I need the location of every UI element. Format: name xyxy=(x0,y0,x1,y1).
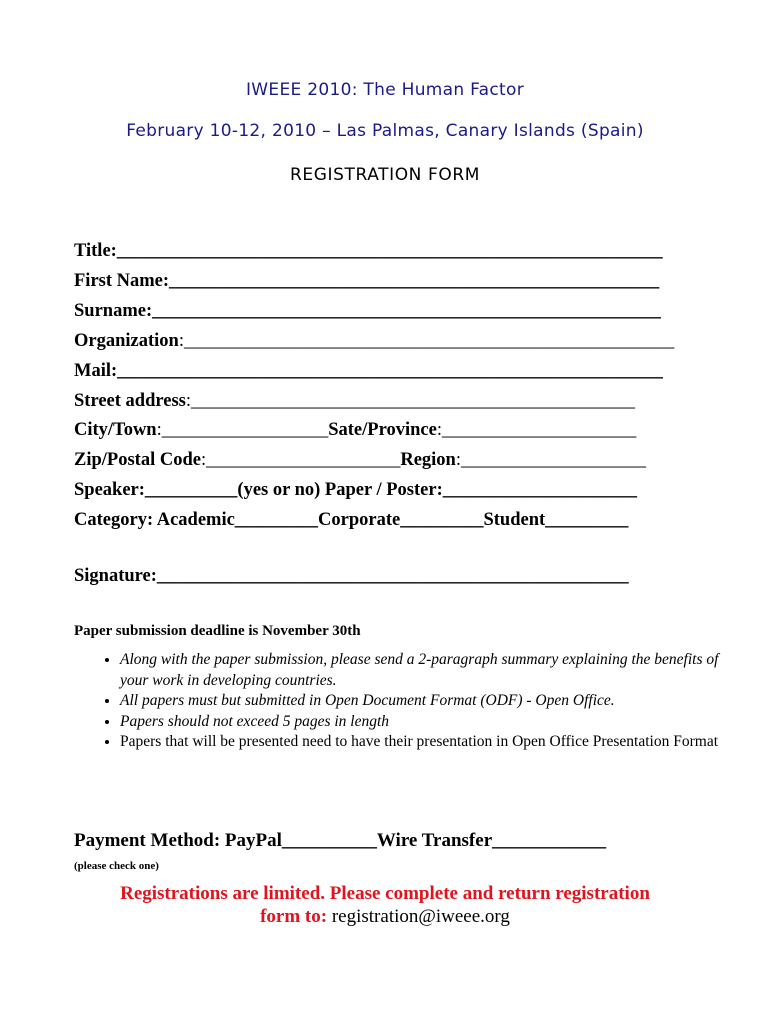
region-label: Region xyxy=(400,450,456,470)
form-title: REGISTRATION FORM xyxy=(289,165,481,185)
speaker-field[interactable]: Speaker:__________(yes or no) Paper / Poster:_____________________ xyxy=(74,480,637,500)
state-blank[interactable]: :_____________________ xyxy=(436,420,637,440)
list-item: • Papers that will be presented need to have their presentation in Open Office Presentation Format xyxy=(120,732,740,753)
list-item: • All papers must but submitted in Open Document Format (ODF) - Open Office. xyxy=(120,691,740,712)
street-address-field[interactable] xyxy=(74,391,635,412)
organization-label: Organization xyxy=(74,331,179,351)
signature-field[interactable]: Signature:___________________________________________________ xyxy=(74,566,629,586)
city-blank[interactable]: :__________________ xyxy=(156,420,329,440)
street-blank[interactable]: :________________________________________________ xyxy=(185,391,635,411)
registration-notice: Registrations are limited. Please complete and return registration xyxy=(120,883,650,904)
street-label: Street address xyxy=(74,391,186,411)
city-state-row[interactable] xyxy=(74,420,636,441)
organization-blank[interactable]: :_____________________________________________________ xyxy=(178,331,675,351)
registration-email[interactable]: registration@iweee.org xyxy=(331,906,510,927)
mail-field[interactable]: Mail:___________________________________________________________ xyxy=(74,361,663,381)
first-name-field[interactable]: First Name:_____________________________________________________ xyxy=(74,271,660,291)
region-blank[interactable]: :____________________ xyxy=(455,450,646,470)
zip-label: Zip/Postal Code xyxy=(74,450,201,470)
event-title: IWEEE 2010: The Human Factor xyxy=(245,80,525,100)
list-item: • Along with the paper submission, please send a 2-paragraph summary explaining the benefits of your work in developing countries. xyxy=(120,650,740,691)
payment-method-field[interactable]: Payment Method: PayPal__________Wire Transfer____________ xyxy=(74,830,607,851)
organization-field[interactable] xyxy=(74,331,674,352)
form-to-label: form to: xyxy=(260,906,332,927)
event-dates: February 10-12, 2010 – Las Palmas, Canary Islands (Spain) xyxy=(126,121,644,141)
zip-region-row[interactable] xyxy=(74,450,646,471)
payment-hint: (please check one) xyxy=(74,860,159,872)
category-field[interactable]: Category: Academic_________Corporate_________Student_________ xyxy=(74,510,629,530)
notes-list xyxy=(74,650,740,753)
return-line xyxy=(0,905,770,928)
city-label: City/Town xyxy=(74,420,157,440)
submission-deadline: Paper submission deadline is November 30th xyxy=(74,623,361,639)
surname-field[interactable]: Surname:_______________________________________________________ xyxy=(74,301,661,321)
title-field[interactable]: Title:___________________________________________________________ xyxy=(74,241,663,261)
state-label: Sate/Province xyxy=(328,420,437,440)
list-item: • Papers should not exceed 5 pages in length xyxy=(120,712,740,733)
zip-blank[interactable]: :_____________________ xyxy=(200,450,401,470)
